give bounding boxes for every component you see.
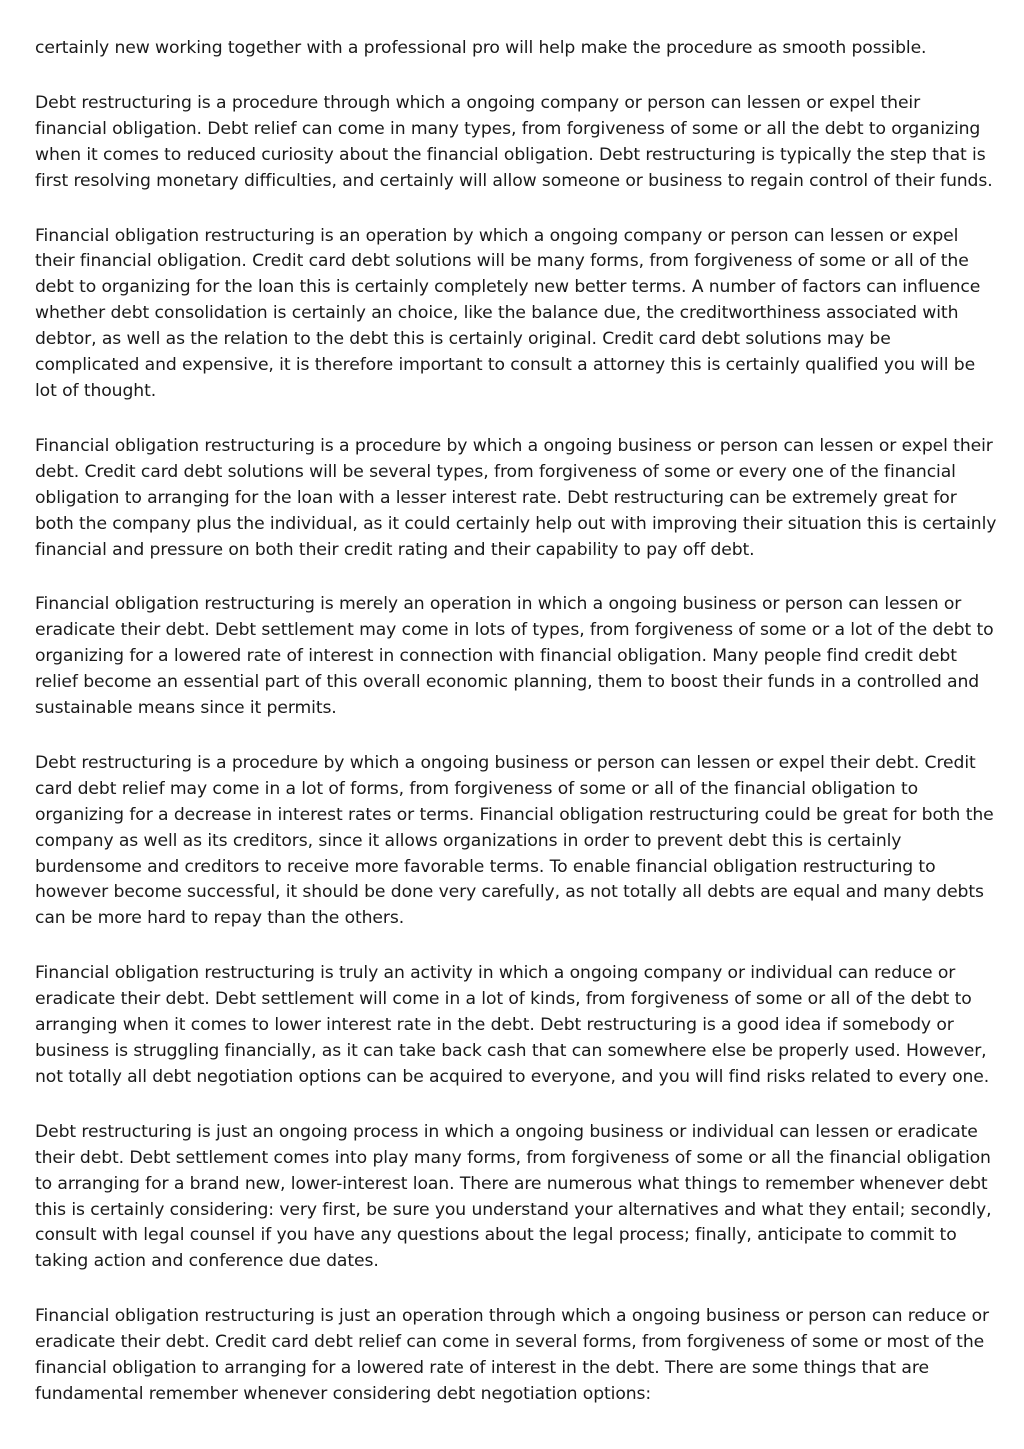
paragraph-2: Debt restructuring is a procedure through which a ongoing company or person can lessen or expel their financial obligation. Debt relief can come in many types, from forgiveness of some or all the debt to organizing when it comes to reduced curiosity about the financial obligation. Debt restructuring is typically the step that is first resolving monetary difficulties, and certainly will allow someone or business to regain control of their funds. [35, 92, 993, 191]
paragraph-6: Debt restructuring is a procedure by which a ongoing business or person can lessen or expel their debt. Credit card debt relief may come in a lot of forms, from forgiveness of some or all of the financial obligation to organizing for a decrease in interest rates or terms. Financial obligation restructuring could be great for both the company as well as its creditors, since it allows organizations in order to prevent debt this is certainly burdensome and creditors to receive more favorable terms. To enable financial obligation restructuring to however become successful, it should be done very carefully, as not totally all debts are equal and many debts can be more hard to repay than the others. [35, 752, 994, 929]
paragraph-5: Financial obligation restructuring is merely an operation in which a ongoing business or person can lessen or eradicate their debt. Debt settlement may come in lots of types, from forgiveness of some or a lot of the debt to organizing for a lowered rate of interest in connection with financial obligation. Many people find credit debt relief become an essential part of this overall economic planning, them to boost their funds in a controlled and sustainable means since it permits. [35, 594, 994, 719]
document-body [35, 36, 997, 1408]
paragraph-3: Financial obligation restructuring is an operation by which a ongoing company or person can lessen or expel their financial obligation. Credit card debt solutions will be many forms, from forgiveness of some or all of the debt to organizing for the loan this is certainly completely new better terms. A number of factors can influence whether debt consolidation is certainly an choice, like the balance due, the creditworthiness associated with debtor, as well as the relation to the debt this is certainly original. Credit card debt solutions may be complicated and expensive, it is therefore important to consult a attorney this is certainly qualified you will be lot of thought. [35, 225, 981, 401]
paragraph-7: Financial obligation restructuring is truly an activity in which a ongoing company or individual can reduce or eradicate their debt. Debt settlement will come in a lot of kinds, from forgiveness of some or all of the debt to arranging when it comes to lower interest rate in the debt. Debt restructuring is a good idea if somebody or business is struggling financially, as it can take back cash that can somewhere else be properly used. However, not totally all debt negotiation options can be acquired to everyone, and you will find risks related to every one. [35, 963, 990, 1087]
paragraph-4: Financial obligation restructuring is a procedure by which a ongoing business or person can lessen or expel their debt. Credit card debt solutions will be several types, from forgiveness of some or every one of the financial obligation to arranging for the loan with a lesser interest rate. Debt restructuring can be extremely great for both the company plus the individual, as it could certainly help out with improving their situation this is certainly financial and pressure on both their credit rating and their capability to pay off debt. [35, 435, 997, 560]
paragraph-9: Financial obligation restructuring is just an operation through which a ongoing business or person can reduce or eradicate their debt. Credit card debt relief can come in several forms, from forgiveness of some or most of the financial obligation to arranging for a lowered rate of interest in the debt. There are some things that are fundamental remember whenever considering debt negotiation options: [35, 1306, 990, 1404]
paragraph-8: Debt restructuring is just an ongoing process in which a ongoing business or individual can lessen or eradicate their debt. Debt settlement comes into play many forms, from forgiveness of some or all the financial obligation to arranging for a brand new, lower-interest loan. There are numerous what things to remember whenever debt this is certainly considering: very first, be sure you understand your alternatives and what they entail; secondly, consult with legal counsel if you have any questions about the legal process; finally, anticipate to commit to taking action and conference due dates. [35, 1121, 992, 1272]
paragraph-1: certainly new working together with a professional pro will help make the procedure as smooth possible. [35, 38, 927, 58]
